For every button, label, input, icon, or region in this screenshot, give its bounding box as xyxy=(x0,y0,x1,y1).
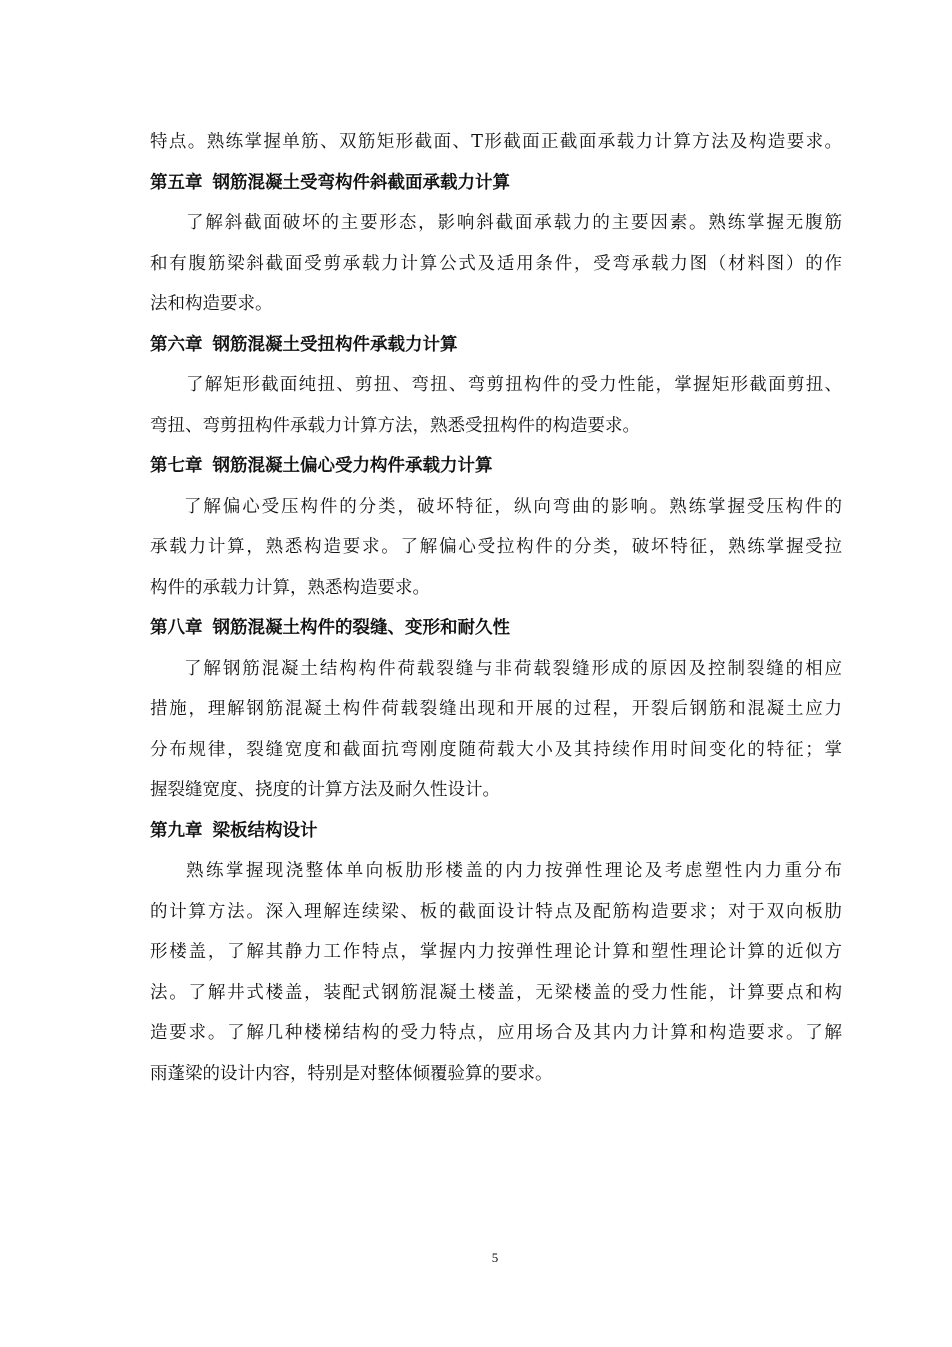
chapter-title: 钢筋混凝土偏心受力构件承载力计算 xyxy=(212,456,493,476)
chapter-number: 第九章 xyxy=(150,820,203,841)
chapter-title: 钢筋混凝土构件的裂缝、变形和耐久性 xyxy=(212,618,510,638)
paragraph-line: 了解矩形截面纯扭、剪扭、弯扭、弯剪扭构件的受力性能，掌握矩形截面剪扭、 xyxy=(186,375,842,395)
paragraph-line: 法和构造要求。 xyxy=(150,294,273,314)
paragraph-line: 措施，理解钢筋混凝土构件荷载裂缝出现和开展的过程，开裂后钢筋和混凝土应力 xyxy=(150,699,842,719)
paragraph-line: 了解斜截面破坏的主要形态，影响斜截面承载力的主要因素。熟练掌握无腹筋 xyxy=(186,213,842,233)
chapter-number: 第六章 xyxy=(150,334,203,355)
paragraph-line: 了解偏心受压构件的分类，破坏特征，纵向弯曲的影响。熟练掌握受压构件的 xyxy=(184,496,842,517)
paragraph-line: 和有腹筋梁斜截面受剪承载力计算公式及适用条件，受弯承载力图（材料图）的作 xyxy=(150,253,842,274)
paragraph-line: 形楼盖，了解其静力工作特点，掌握内力按弹性理论计算和塑性理论计算的近似方 xyxy=(150,942,842,962)
paragraph-line: 分布规律，裂缝宽度和截面抗弯刚度随荷载大小及其持续作用时间变化的特征；掌 xyxy=(150,739,842,760)
paragraph-line: 握裂缝宽度、挠度的计算方法及耐久性设计。 xyxy=(150,780,500,800)
paragraph-line: 构件的承载力计算，熟悉构造要求。 xyxy=(150,577,430,598)
chapter-title: 钢筋混凝土受弯构件斜截面承载力计算 xyxy=(212,172,510,193)
paragraph-line: 造要求。了解几种楼梯结构的受力特点，应用场合及其内力计算和构造要求。了解 xyxy=(150,1023,842,1043)
page-number: 5 xyxy=(491,1250,499,1265)
chapter-7-heading xyxy=(150,446,842,487)
paragraph-line: 了解钢筋混凝土结构构件荷载裂缝与非荷载裂缝形成的原因及控制裂缝的相应 xyxy=(184,658,842,679)
chapter-number: 第七章 xyxy=(150,456,203,476)
paragraph-line: 特点。熟练掌握单筋、双筋矩形截面、T形截面正截面承载力计算方法及构造要求。 xyxy=(150,132,842,152)
chapter-6-heading xyxy=(150,325,842,366)
chapter-8-heading xyxy=(150,608,842,649)
chapter-number: 第五章 xyxy=(150,172,203,193)
paragraph-line: 承载力计算，熟悉构造要求。了解偏心受拉构件的分类，破坏特征，熟练掌握受拉 xyxy=(150,537,842,557)
chapter-9-heading xyxy=(150,811,842,852)
chapter-5-heading xyxy=(150,163,842,204)
paragraph-line: 雨蓬梁的设计内容，特别是对整体倾覆验算的要求。 xyxy=(150,1063,553,1084)
paragraph-line: 弯扭、弯剪扭构件承载力计算方法，熟悉受扭构件的构造要求。 xyxy=(150,415,640,436)
chapter-number: 第八章 xyxy=(150,618,203,638)
paragraph-line: 法。了解井式楼盖，装配式钢筋混凝土楼盖，无梁楼盖的受力性能，计算要点和构 xyxy=(150,982,842,1003)
chapter-title: 钢筋混凝土受扭构件承载力计算 xyxy=(212,334,458,355)
paragraph-line: 的计算方法。深入理解连续梁、板的截面设计特点及配筋构造要求；对于双向板肋 xyxy=(150,901,842,922)
paragraph-line: 熟练掌握现浇整体单向板肋形楼盖的内力按弹性理论及考虑塑性内力重分布 xyxy=(186,861,842,881)
chapter-title: 梁板结构设计 xyxy=(212,820,318,841)
document-body xyxy=(150,122,842,1094)
